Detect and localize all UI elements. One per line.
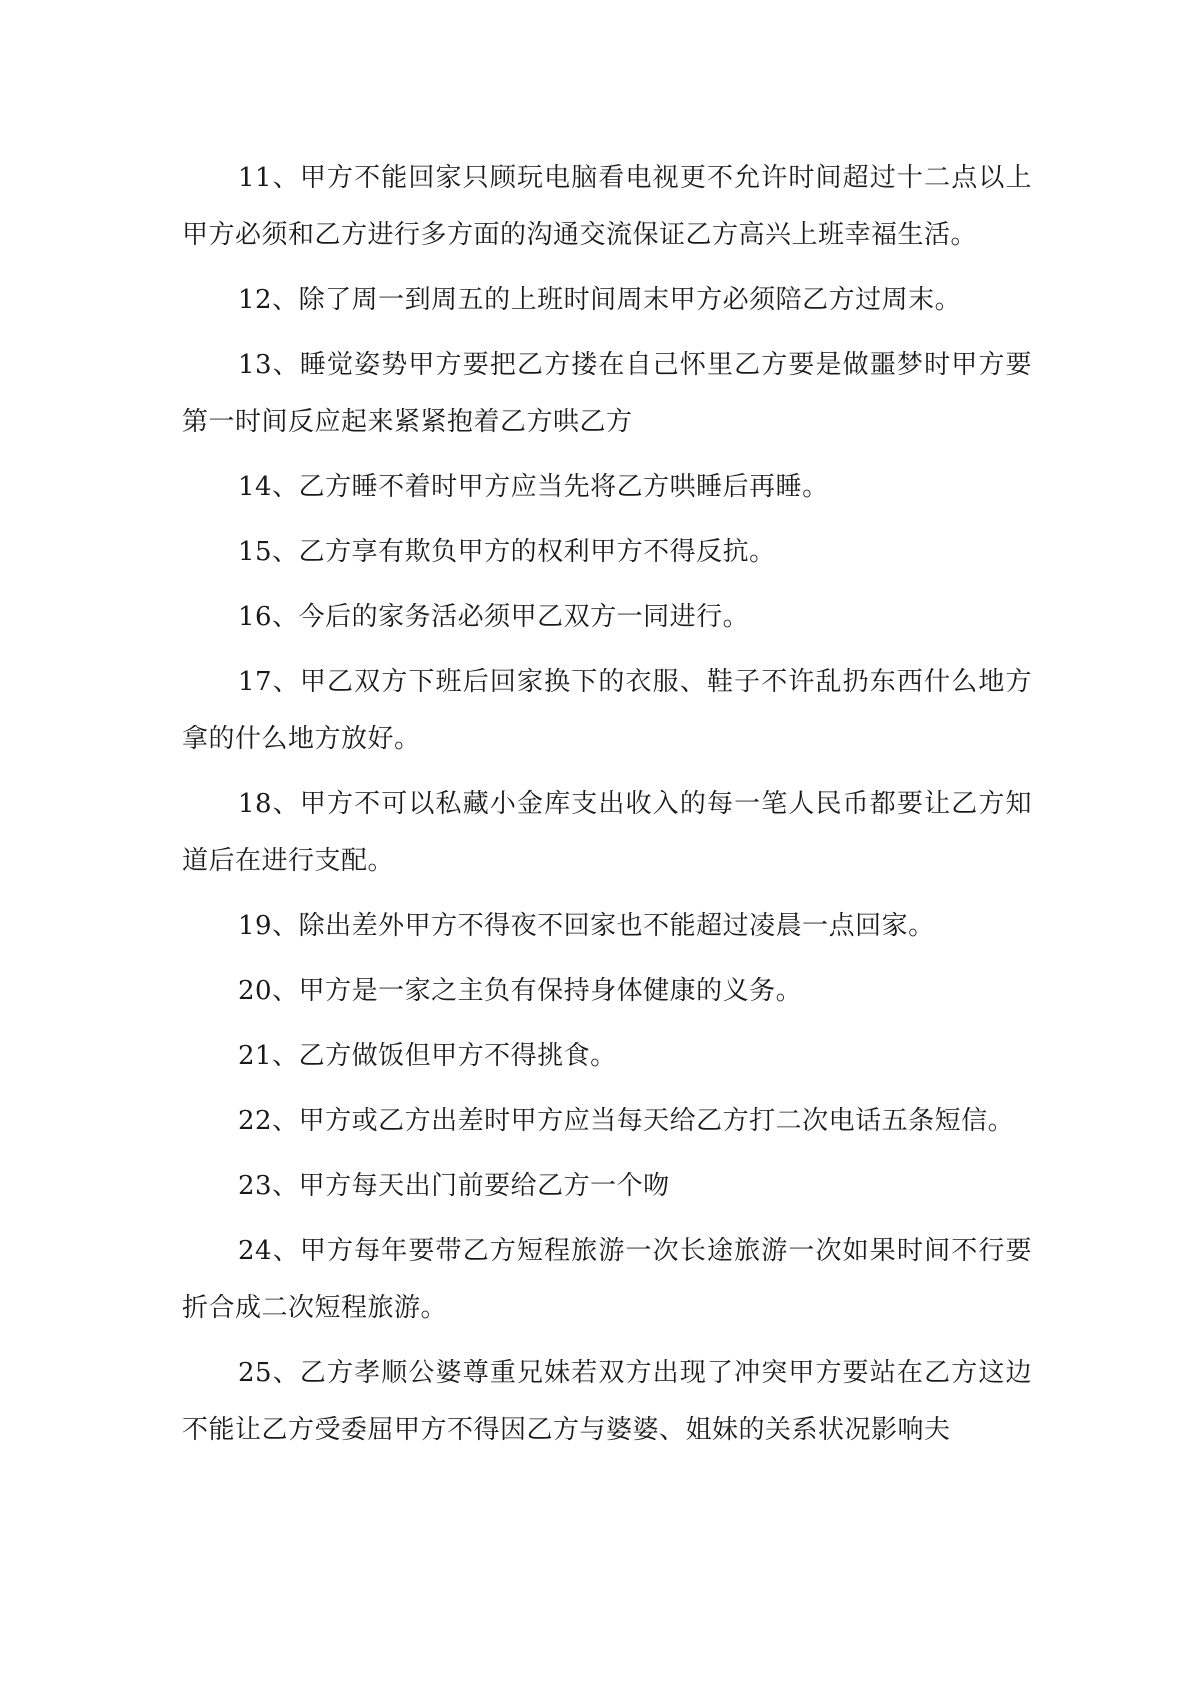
clause-13: 13、睡觉姿势甲方要把乙方搂在自己怀里乙方要是做噩梦时甲方要第一时间反应起来紧紧抱着乙方哄乙方 bbox=[182, 350, 1032, 437]
clause-15: 15、乙方享有欺负甲方的权利甲方不得反抗。 bbox=[238, 537, 776, 567]
clause-14: 14、乙方睡不着时甲方应当先将乙方哄睡后再睡。 bbox=[238, 472, 829, 502]
clause-24: 24、甲方每年要带乙方短程旅游一次长途旅游一次如果时间不行要折合成二次短程旅游。 bbox=[182, 1236, 1032, 1323]
clause-21: 21、乙方做饭但甲方不得挑食。 bbox=[238, 1041, 617, 1071]
clause-17: 17、甲乙双方下班后回家换下的衣服、鞋子不许乱扔东西什么地方拿的什么地方放好。 bbox=[182, 667, 1032, 754]
clause-16: 16、今后的家务活必须甲乙双方一同进行。 bbox=[238, 602, 750, 632]
clause-23: 23、甲方每天出门前要给乙方一个吻 bbox=[238, 1171, 670, 1201]
clause-22: 22、甲方或乙方出差时甲方应当每天给乙方打二次电话五条短信。 bbox=[238, 1106, 1015, 1136]
clause-19: 19、除出差外甲方不得夜不回家也不能超过凌晨一点回家。 bbox=[238, 911, 935, 941]
document-body bbox=[182, 150, 1032, 1467]
clause-12: 12、除了周一到周五的上班时间周末甲方必须陪乙方过周末。 bbox=[238, 285, 962, 315]
clause-25: 25、乙方孝顺公婆尊重兄妹若双方出现了冲突甲方要站在乙方这边不能让乙方受委屈甲方不得因乙方与婆婆、姐妹的关系状况影响夫 bbox=[182, 1358, 1032, 1445]
clause-20: 20、甲方是一家之主负有保持身体健康的义务。 bbox=[238, 976, 803, 1006]
clause-18: 18、甲方不可以私藏小金库支出收入的每一笔人民币都要让乙方知道后在进行支配。 bbox=[182, 789, 1032, 876]
clause-11: 11、甲方不能回家只顾玩电脑看电视更不允许时间超过十二点以上甲方必须和乙方进行多方面的沟通交流保证乙方高兴上班幸福生活。 bbox=[182, 163, 1032, 250]
